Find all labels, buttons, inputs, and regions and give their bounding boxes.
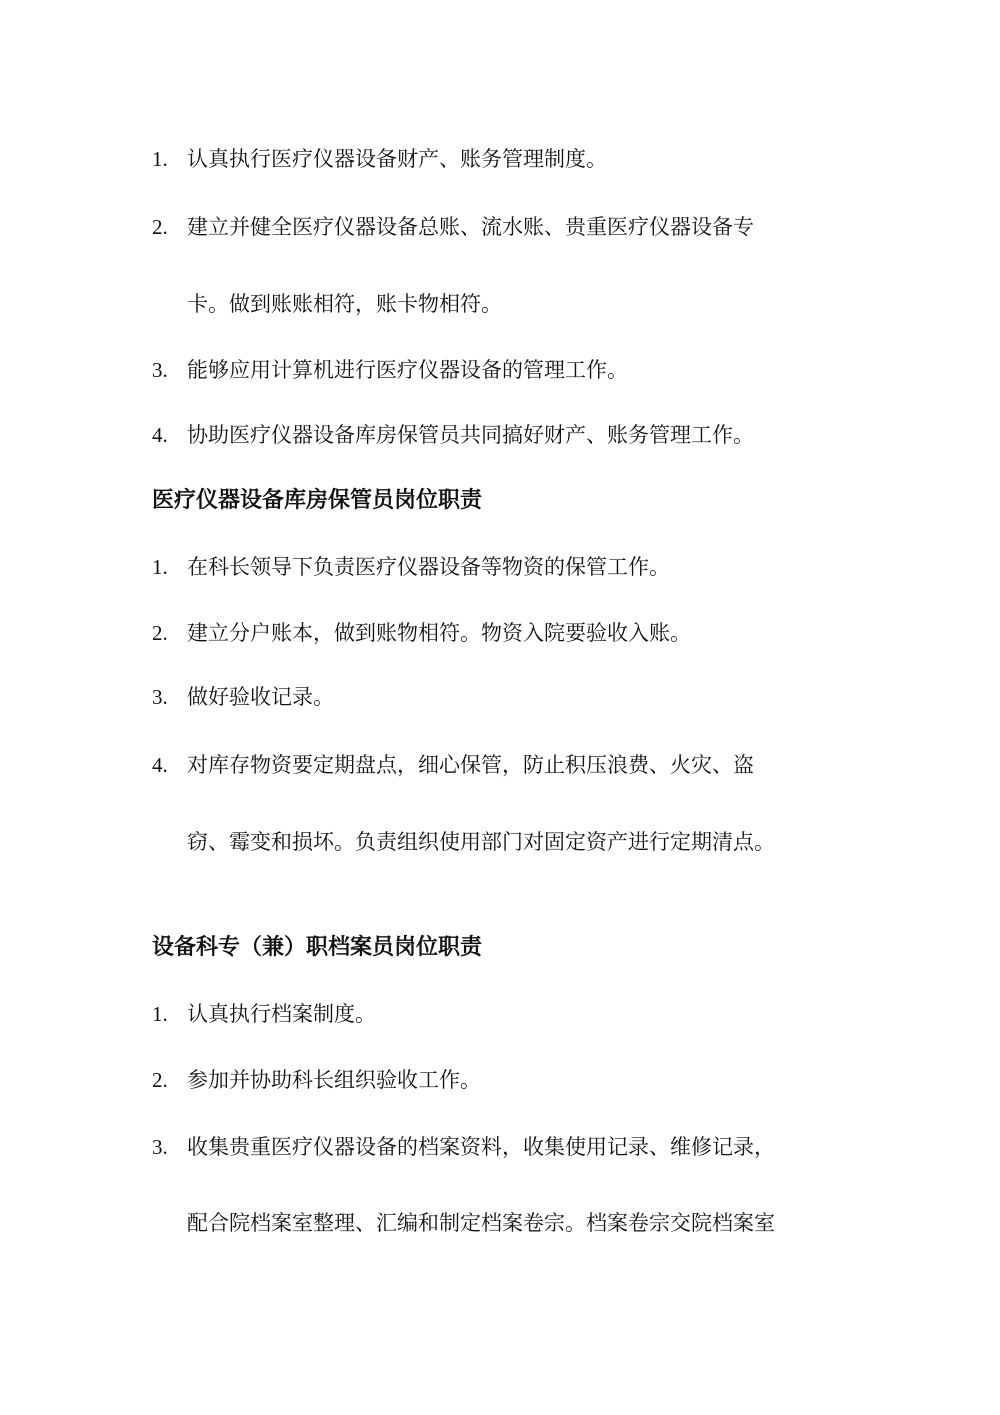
list-item-continuation [0,822,1000,862]
item-text: 卡。做到账账相符，账卡物相符。 [187,292,502,316]
item-text: 认真执行医疗仪器设备财产、账务管理制度。 [187,147,607,171]
item-number: 4. [152,753,168,777]
item-text: 收集贵重医疗仪器设备的档案资料，收集使用记录、维修记录， [187,1135,775,1159]
list-item-continuation [0,1203,1000,1243]
item-number: 3. [152,1135,168,1159]
item-text: 参加并协助科长组织验收工作。 [187,1068,481,1092]
item-text: 协助医疗仪器设备库房保管员共同搞好财产、账务管理工作。 [187,423,754,447]
item-text: 在科长领导下负责医疗仪器设备等物资的保管工作。 [187,555,670,579]
list-item [0,139,1000,179]
item-text: 建立分户账本，做到账物相符。物资入院要验收入账。 [187,621,691,645]
list-item [0,677,1000,717]
item-number: 1. [152,147,168,171]
item-number: 2. [152,621,168,645]
item-number: 1. [152,1002,168,1026]
list-item [0,994,1000,1034]
item-text: 认真执行档案制度。 [187,1002,376,1026]
list-item [0,547,1000,587]
list-item [0,350,1000,390]
item-text: 建立并健全医疗仪器设备总账、流水账、贵重医疗仪器设备专 [187,215,754,239]
section-heading: 医疗仪器设备库房保管员岗位职责 [152,488,483,513]
item-number: 4. [152,423,168,447]
item-text: 做好验收记录。 [187,685,334,709]
list-item [0,415,1000,455]
list-item [0,1060,1000,1100]
item-text: 对库存物资要定期盘点，细心保管，防止积压浪费、火灾、盗 [187,753,754,777]
list-item [0,1127,1000,1167]
item-number: 2. [152,215,168,239]
item-number: 3. [152,358,168,382]
item-text: 窃、霉变和损坏。负责组织使用部门对固定资产进行定期清点。 [187,830,775,854]
list-item [0,207,1000,247]
item-number: 3. [152,685,168,709]
section-heading: 设备科专（兼）职档案员岗位职责 [152,935,483,960]
item-text: 能够应用计算机进行医疗仪器设备的管理工作。 [187,358,628,382]
list-item [0,613,1000,653]
item-number: 1. [152,555,168,579]
item-text: 配合院档案室整理、汇编和制定档案卷宗。档案卷宗交院档案室 [187,1211,775,1235]
item-number: 2. [152,1068,168,1092]
list-item [0,745,1000,785]
list-item-continuation [0,284,1000,324]
